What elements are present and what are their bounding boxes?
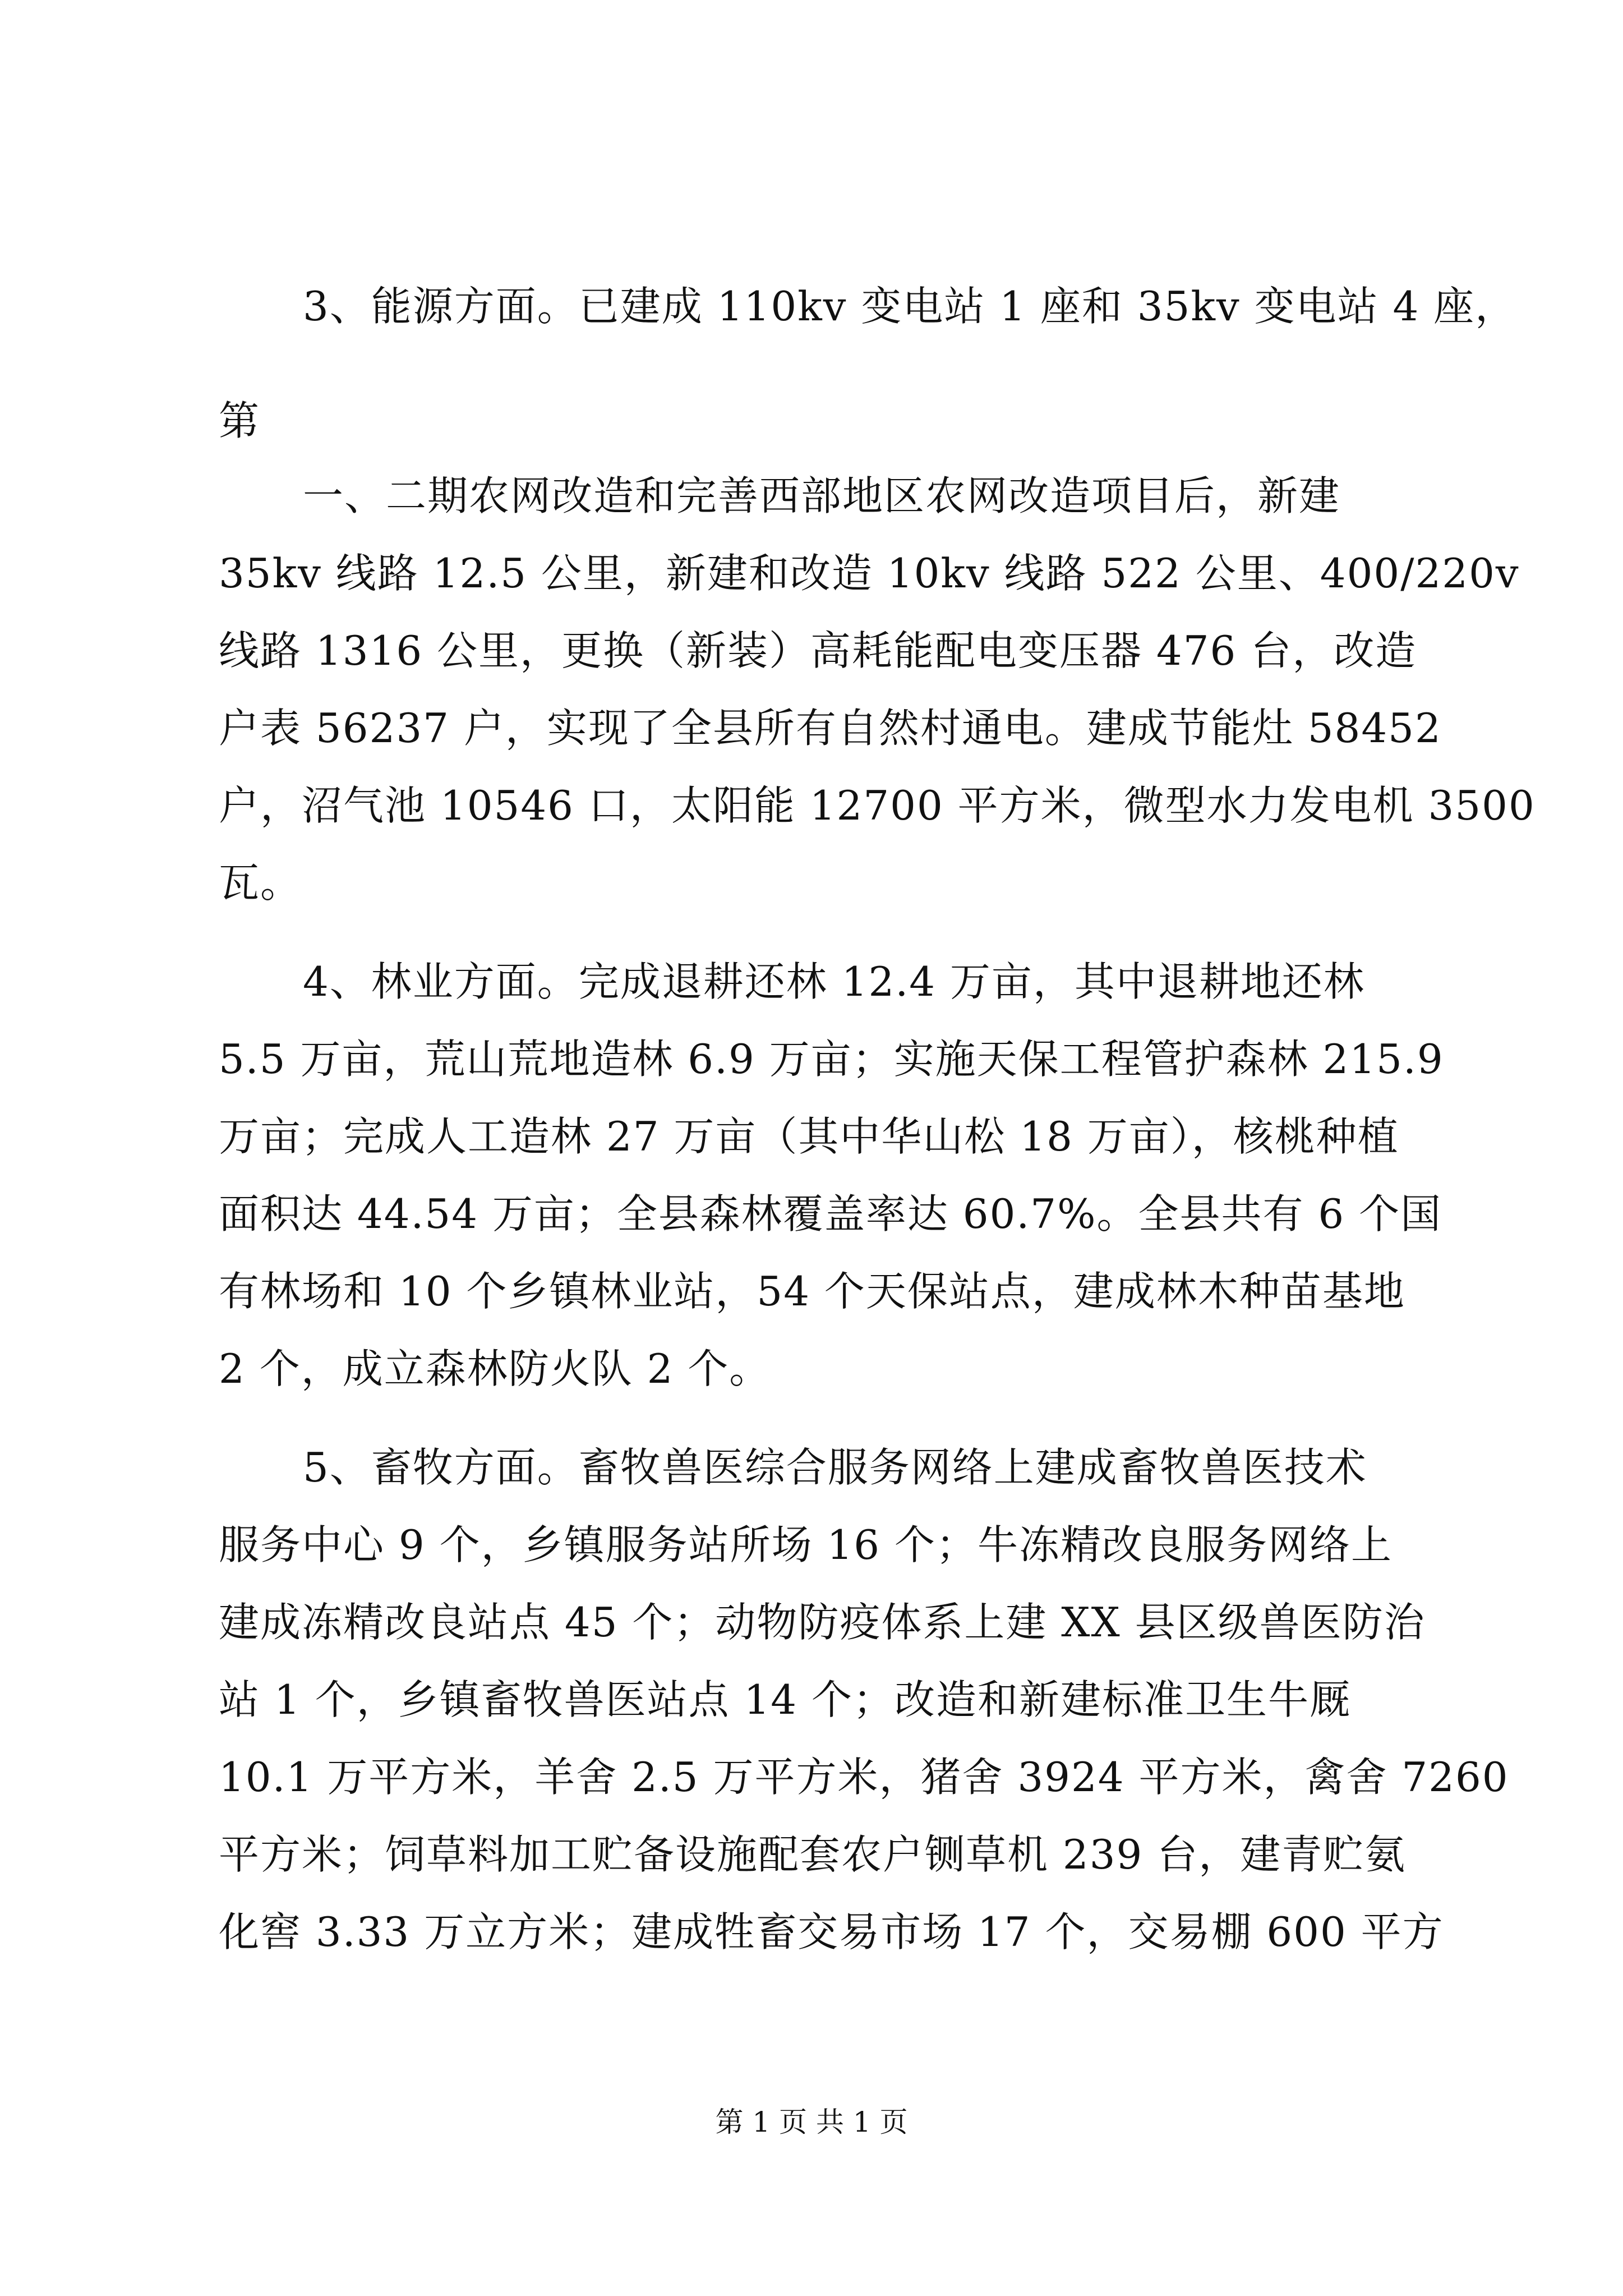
paragraph-3-line-2: 第 bbox=[219, 397, 261, 444]
paragraph-5-line-7: 化窖 3.33 万立方米；建成牲畜交易市场 17 个，交易棚 600 平方 bbox=[219, 1908, 1444, 1955]
paragraph-3b-line-6: 瓦。 bbox=[219, 859, 302, 907]
paragraph-3b-line-4: 户表 56237 户，实现了全县所有自然村通电。建成节能灶 58452 bbox=[219, 705, 1442, 752]
paragraph-3b-line-3: 线路 1316 公里，更换（新装）高耗能配电变压器 476 台，改造 bbox=[219, 627, 1417, 674]
paragraph-4-line-5: 有林场和 10 个乡镇林业站，54 个天保站点，建成林木种苗基地 bbox=[219, 1268, 1405, 1315]
paragraph-5-line-3: 建成冻精改良站点 45 个；动物防疫体系上建 XX 县区级兽医防治 bbox=[219, 1599, 1426, 1646]
paragraph-4-line-1: 4、林业方面。完成退耕还林 12.4 万亩，其中退耕地还林 bbox=[303, 958, 1365, 1005]
paragraph-5-line-2: 服务中心 9 个，乡镇服务站所场 16 个；牛冻精改良服务网络上 bbox=[219, 1521, 1393, 1568]
paragraph-5-line-4: 站 1 个，乡镇畜牧兽医站点 14 个；改造和新建标准卫生牛厩 bbox=[219, 1676, 1351, 1723]
paragraph-4-line-2: 5.5 万亩，荒山荒地造林 6.9 万亩；实施天保工程管护森林 215.9 bbox=[219, 1036, 1444, 1083]
paragraph-5-line-5: 10.1 万平方米，羊舍 2.5 万平方米，猪舍 3924 平方米，禽舍 7260 bbox=[219, 1754, 1509, 1801]
paragraph-4-line-6: 2 个，成立森林防火队 2 个。 bbox=[219, 1345, 771, 1392]
paragraph-4-line-3: 万亩；完成人工造林 27 万亩（其中华山松 18 万亩），核桃种植 bbox=[219, 1113, 1399, 1160]
paragraph-3b-line-5: 户，沼气池 10546 口，太阳能 12700 平方米，微型水力发电机 3500 bbox=[219, 782, 1536, 829]
paragraph-5-line-6: 平方米；饲草料加工贮备设施配套农户铡草机 239 台，建青贮氨 bbox=[219, 1831, 1407, 1878]
paragraph-3-line-1: 3、能源方面。已建成 110kv 变电站 1 座和 35kv 变电站 4 座， bbox=[303, 283, 1517, 330]
paragraph-4-line-4: 面积达 44.54 万亩；全县森林覆盖率达 60.7%。全县共有 6 个国 bbox=[219, 1190, 1442, 1237]
paragraph-3b-line-1: 一、二期农网改造和完善西部地区农网改造项目后，新建 bbox=[303, 472, 1341, 519]
paragraph-3b-line-2: 35kv 线路 12.5 公里，新建和改造 10kv 线路 522 公里、400/220v bbox=[219, 550, 1520, 597]
page-footer: 第 1 页 共 1 页 bbox=[715, 2106, 908, 2138]
paragraph-5-line-1: 5、畜牧方面。畜牧兽医综合服务网络上建成畜牧兽医技术 bbox=[303, 1444, 1367, 1491]
